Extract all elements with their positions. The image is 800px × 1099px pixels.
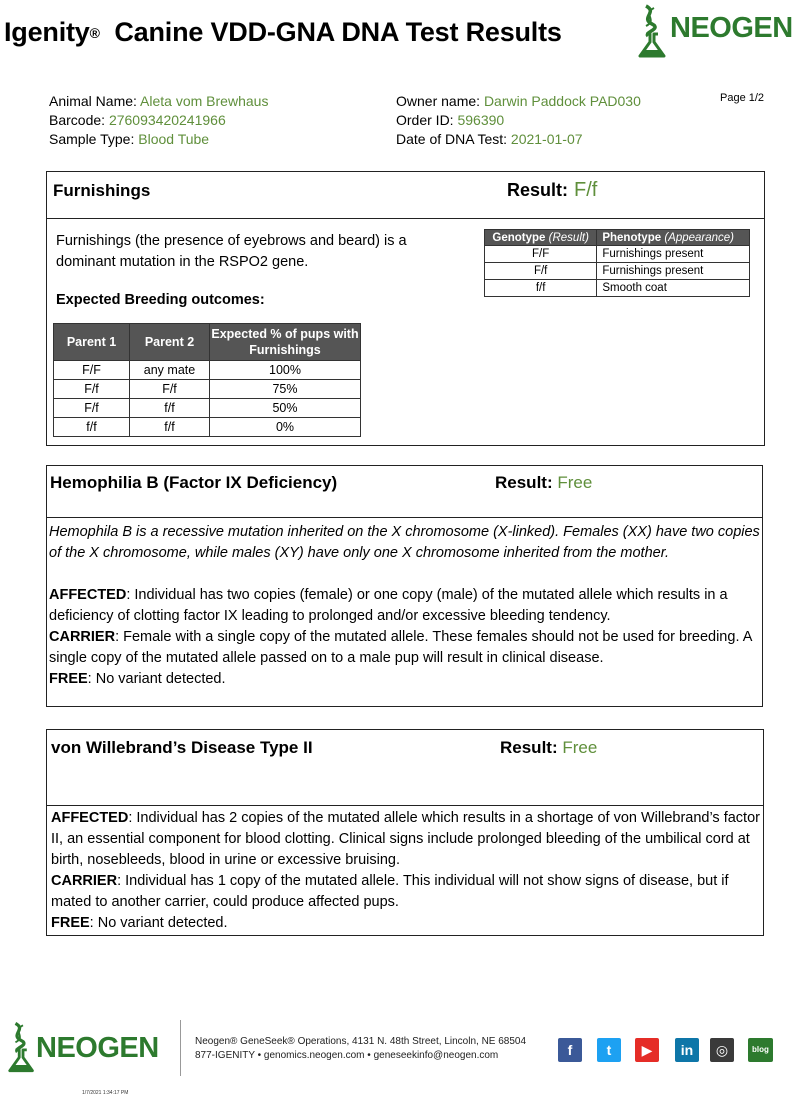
print-date: 1/7/2021 1:34:17 PM [82,1090,129,1096]
parent2-cell: F/f [130,380,210,399]
parent2-cell: f/f [130,399,210,418]
phenotype-cell: Smooth coat [597,280,750,297]
sample-type-value: Blood Tube [138,131,210,147]
footer-divider [180,1020,181,1076]
page-title [4,17,562,48]
table-row [54,380,361,399]
order-label: Order ID: [396,112,454,128]
table-row [485,280,750,297]
table-row [485,246,750,263]
vwd-body [51,808,761,934]
date-value: 2021-01-07 [510,131,583,147]
breeding-table-header [54,324,361,361]
pct-cell: 0% [210,418,361,437]
footer-line-2: 877-IGENITY • genomics.neogen.com • geneseekinfo@neogen.com [195,1050,499,1061]
parent1-header: Parent 1 [54,324,130,361]
twitter-icon[interactable]: t [597,1038,621,1062]
dna-flask-icon [6,1020,40,1076]
owner-row [396,92,641,111]
carrier-text: : Individual has 1 copy of the mutated allele. This individual will not show signs of disease, but if mated to another carrier, could produce affected pups. [51,873,729,910]
vwd-section [46,729,764,936]
order-row [396,111,641,130]
hemophilia-result [495,473,592,493]
pct-cell: 50% [210,399,361,418]
furnishings-result-value: F/f [574,179,598,201]
breeding-table [53,323,361,437]
free-label: FREE [49,671,88,687]
youtube-icon[interactable]: ▶ [635,1038,659,1062]
furnishings-header [47,172,764,219]
facebook-icon[interactable]: f [558,1038,582,1062]
hemophilia-section [46,465,763,707]
free-paragraph [51,913,761,934]
brand-name: Igenity [4,17,90,47]
result-label: Result: [495,473,553,492]
carrier-paragraph [49,627,761,669]
genotype-cell: F/f [485,263,597,280]
linkedin-icon[interactable]: in [675,1038,699,1062]
parent1-cell: F/f [54,380,130,399]
owner-label: Owner name: [396,93,481,109]
barcode-value: 276093420241966 [108,112,226,128]
animal-name-label: Animal Name: [49,93,137,109]
hemophilia-body [49,522,761,690]
vwd-result-value: Free [562,738,598,757]
barcode-row [49,111,268,130]
genotype-header: Genotype (Result) [485,230,597,246]
expected-pct-header: Expected % of pups with Furnishings [210,324,361,361]
table-row [54,399,361,418]
free-text: : No variant detected. [89,915,228,931]
result-label: Result: [500,738,558,757]
parent2-cell: any mate [130,361,210,380]
report-title: Canine VDD-GNA DNA Test Results [114,17,562,47]
footer-address [195,1035,526,1063]
blog-icon[interactable]: blog [748,1038,773,1062]
sample-type-label: Sample Type: [49,131,135,147]
carrier-label: CARRIER [49,629,116,645]
affected-paragraph [51,808,761,871]
footer-line-1: Neogen® GeneSeek® Operations, 4131 N. 48th Street, Lincoln, NE 68504 [195,1036,527,1047]
affected-text: : Individual has 2 copies of the mutated allele which results in a shortage of von Willebrand’s factor II, an essential component for blood clotting. Clinical signs include prolonged bleeding of the umbilical cord at birth, nosebleeds, blood in urine or excessive bruising. [51,810,760,868]
genotype-table-header [485,230,750,246]
free-label: FREE [51,915,90,931]
affected-text: : Individual has two copies (female) or one copy (male) of the mutated allele which results in a deficiency of clotting factor IX leading to prolonged and/or excessive bleeding tendency. [49,587,728,624]
neogen-logo [636,4,798,60]
date-row [396,130,641,149]
order-info [396,92,641,149]
hemophilia-header [47,466,762,518]
pct-cell: 100% [210,361,361,380]
hemophilia-title: Hemophilia B (Factor IX Deficiency) [50,473,338,492]
affected-paragraph [49,585,761,627]
parent1-cell: F/F [54,361,130,380]
affected-label: AFFECTED [51,810,129,826]
parent2-header: Parent 2 [130,324,210,361]
breeding-outcomes-heading: Expected Breeding outcomes: [56,292,265,308]
free-text: : No variant detected. [87,671,226,687]
furnishings-result [507,179,597,202]
furnishings-description: Furnishings (the presence of eyebrows and beard) is a dominant mutation in the RSPO2 gene. [56,233,407,270]
barcode-label: Barcode: [49,112,106,128]
date-label: Date of DNA Test: [396,131,508,147]
registered-mark: ® [89,25,100,41]
result-label: Result: [507,180,569,200]
carrier-text: : Female with a single copy of the mutated allele. These females should not be used for breeding. A single copy of the mutated allele passed on to a male pup will result in clinical disease. [49,629,752,666]
hemophilia-intro: Hemophila B is a recessive mutation inherited on the X chromosome (X-linked). Females (XX) have two copies of the X chromosome, while males (XY) have only one X chromosome inherited from the mother. [49,524,760,561]
genotype-table [484,229,750,297]
phenotype-header: Phenotype (Appearance) [597,230,750,246]
affected-label: AFFECTED [49,587,127,603]
sample-type-row [49,130,268,149]
animal-name-value: Aleta vom Brewhaus [140,93,269,109]
footer-neogen-logo[interactable] [6,1020,172,1076]
page-number: Page 1/2 [720,92,765,104]
table-row [485,263,750,280]
furnishings-section [46,171,765,446]
free-paragraph [49,669,761,690]
vwd-result [500,738,597,758]
genotype-cell: F/F [485,246,597,263]
instagram-icon[interactable]: ◎ [710,1038,734,1062]
parent2-cell: f/f [130,418,210,437]
logo-wordmark: NEOGEN [670,12,793,44]
logo-wordmark: NEOGEN [36,1032,159,1064]
parent1-cell: F/f [54,399,130,418]
table-row [54,418,361,437]
order-value: 596390 [457,112,505,128]
carrier-label: CARRIER [51,873,118,889]
vwd-header [47,730,763,806]
vwd-title: von Willebrand’s Disease Type II [51,738,313,757]
pct-cell: 75% [210,380,361,399]
parent1-cell: f/f [54,418,130,437]
genotype-cell: f/f [485,280,597,297]
owner-value: Darwin Paddock PAD030 [483,93,641,109]
animal-info [49,92,268,149]
carrier-paragraph [51,871,761,913]
furnishings-title: Furnishings [53,181,151,200]
animal-name-row [49,92,268,111]
hemophilia-result-value: Free [557,473,593,492]
dna-flask-icon [636,4,672,60]
phenotype-cell: Furnishings present [597,246,750,263]
phenotype-cell: Furnishings present [597,263,750,280]
table-row [54,361,361,380]
